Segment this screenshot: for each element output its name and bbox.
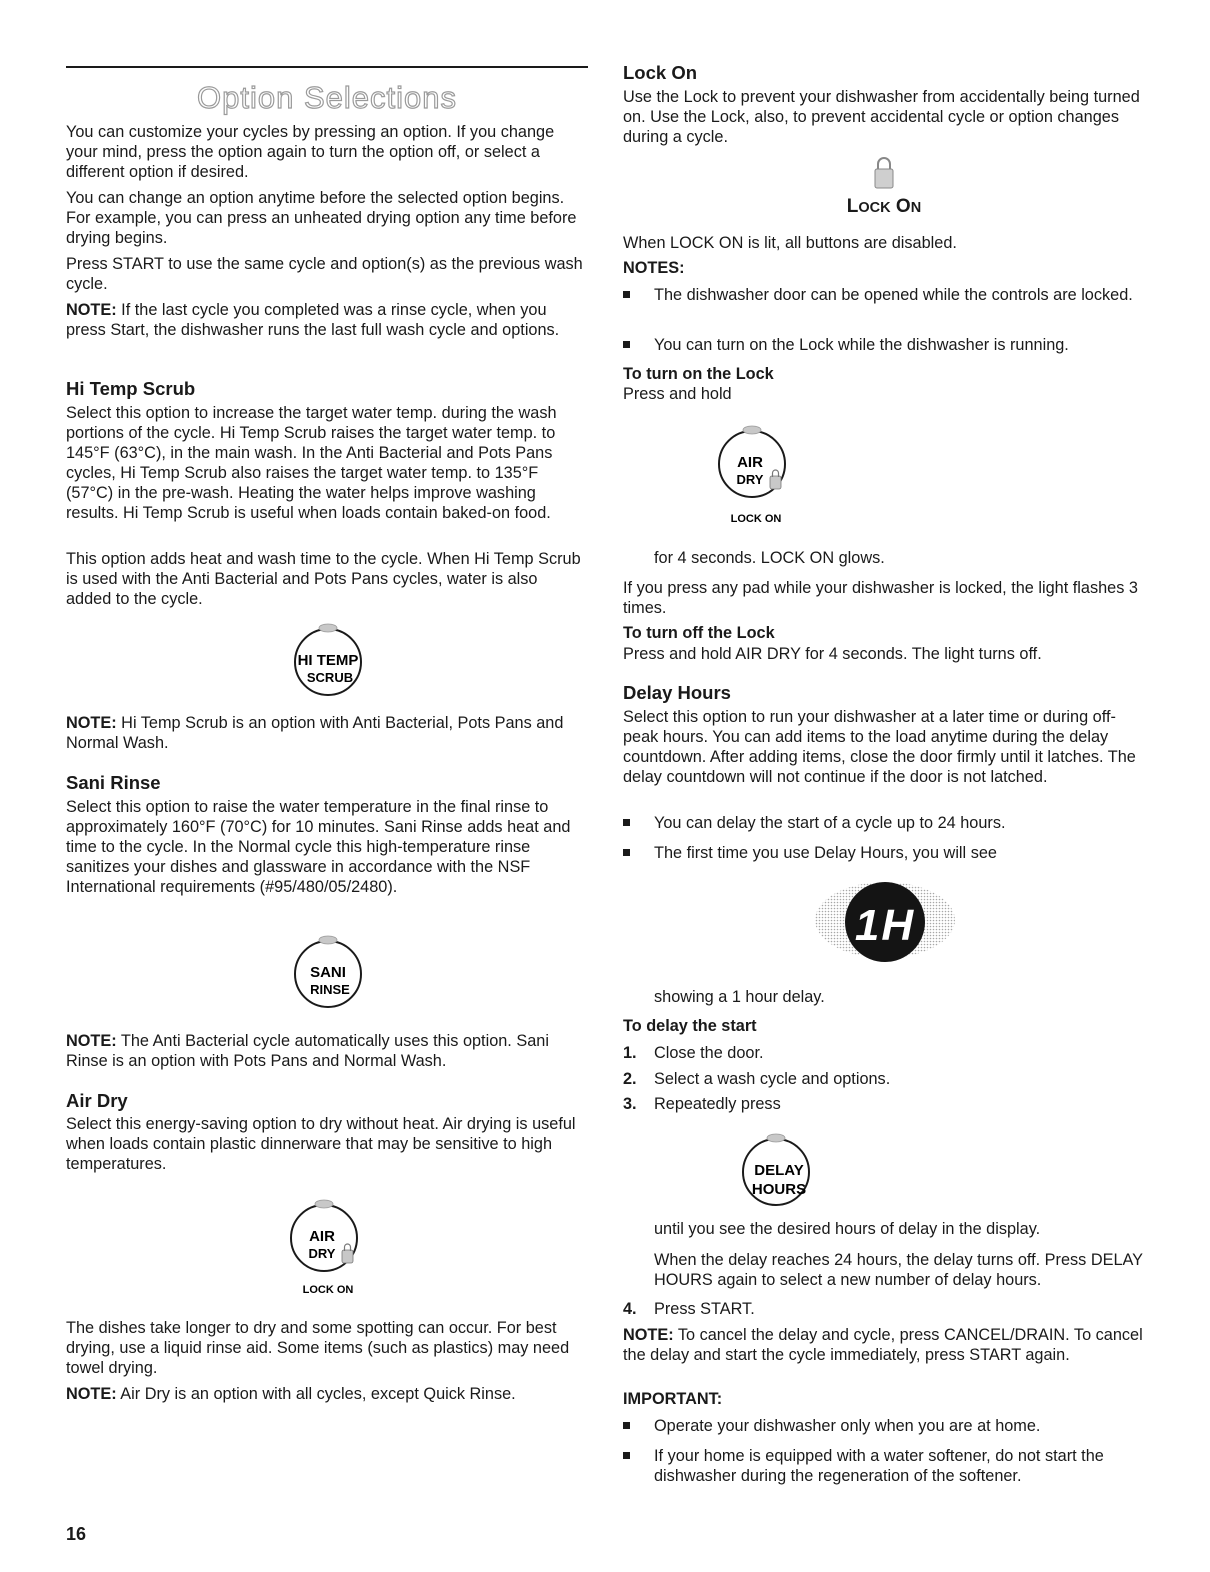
button-line-1: DELAY: [754, 1162, 804, 1179]
hi-temp-note: [66, 713, 586, 753]
bullet-icon: [623, 291, 630, 298]
bullet-icon: [623, 849, 630, 856]
button-line-2: DRY: [308, 1246, 336, 1261]
indicator-light-icon: [319, 936, 337, 944]
button-caption: LOCK ON: [730, 513, 782, 525]
lock-on-heading: Lock On: [623, 62, 698, 83]
indicator-light-icon: [767, 1134, 785, 1142]
button-line-2: DRY: [736, 472, 764, 487]
note-text: Air Dry is an option with all cycles, except Quick Rinse.: [116, 1385, 516, 1403]
button-caption: LOCK ON: [302, 1284, 354, 1296]
to-delay-start-heading: To delay the start: [623, 1017, 757, 1035]
lock-icon: [342, 1250, 353, 1263]
note-text: If the last cycle you completed was a rinse cycle, when you press Start, the dishwasher runs the last full wash cycle and options.: [66, 301, 560, 339]
step-number: 3.: [623, 1095, 637, 1113]
delay-hours-heading: Delay Hours: [623, 682, 731, 703]
title-rule: [66, 66, 588, 68]
step-text: Repeatedly press: [654, 1095, 781, 1113]
important-label: IMPORTANT:: [623, 1390, 723, 1408]
bullet-icon: [623, 819, 630, 826]
bullet-text: You can delay the start of a cycle up to 24 hours.: [654, 814, 1006, 832]
label-part: O: [890, 196, 911, 217]
sani-rinse-heading: Sani Rinse: [66, 772, 161, 793]
button-line-2: RINSE: [310, 982, 350, 997]
intro-note: [66, 300, 586, 340]
air-dry-heading: Air Dry: [66, 1090, 128, 1111]
bullet-text: Operate your dishwasher only when you are at home.: [654, 1417, 1041, 1435]
intro-paragraph-3: Press START to use the same cycle and option(s) as the previous wash cycle.: [66, 255, 583, 293]
lock-on-after-button: for 4 seconds. LOCK ON glows.: [654, 549, 885, 567]
note-text: To cancel the delay and cycle, press CANCEL/DRAIN. To cancel the delay and start the cycle immediately, press START again.: [623, 1326, 1143, 1364]
sani-rinse-button: [280, 930, 376, 1015]
note-label: NOTE:: [66, 301, 117, 319]
sani-rinse-note: [66, 1031, 586, 1071]
page-number: 16: [66, 1524, 87, 1544]
hi-temp-paragraph-1: Select this option to increase the target water temp. during the wash portions of the cycle. Hi Temp Scrub raises the target water temp. to 145°F (63°C), in the main wash. In the Anti Bacterial and Pots Pans cycles, Hi Temp Scrub also raises the target water temp. to 135°F (57°C) in the pre-wash. Heating the water helps improve washing results. Hi Temp Scrub is useful when loads contain baked-on food.: [66, 404, 557, 522]
note-label: NOTE:: [623, 1326, 674, 1344]
indicator-light-icon: [319, 624, 337, 632]
bullet-icon: [623, 1452, 630, 1459]
button-line-1: HI TEMP: [297, 652, 359, 669]
button-line-1: AIR: [309, 1228, 335, 1245]
turn-on-lock-heading: To turn on the Lock: [623, 365, 774, 383]
step-text: Press START.: [654, 1300, 755, 1318]
step-number: 4.: [623, 1300, 637, 1318]
step-text: Close the door.: [654, 1044, 764, 1062]
lock-icon: [770, 476, 781, 489]
label-part: N: [910, 200, 922, 216]
bullet-text: You can turn on the Lock while the dishwasher is running.: [654, 336, 1069, 354]
lock-on-indicator-label: [623, 196, 1145, 218]
hi-temp-scrub-heading: Hi Temp Scrub: [66, 378, 196, 399]
bullet-text: The dishwasher door can be opened while the controls are locked.: [654, 286, 1133, 304]
air-dry-lock-button: [700, 420, 810, 533]
button-line-1: AIR: [737, 454, 763, 471]
note-text: Hi Temp Scrub is an option with Anti Bacterial, Pots Pans and Normal Wash.: [66, 714, 564, 752]
step-number: 2.: [623, 1070, 637, 1088]
turn-on-lock-text: Press and hold: [623, 385, 732, 403]
after-display-text: showing a 1 hour delay.: [654, 988, 825, 1006]
air-dry-paragraph-2: The dishes take longer to dry and some spotting can occur. For best drying, use a liquid rinse aid. Some items (such as plastics) may need towel drying.: [66, 1319, 570, 1377]
air-dry-note: [66, 1384, 586, 1404]
bullet-icon: [623, 341, 630, 348]
indicator-light-icon: [743, 426, 761, 434]
note-label: NOTE:: [66, 1385, 117, 1403]
lock-on-paragraph-3: If you press any pad while your dishwasher is locked, the light flashes 3 times.: [623, 579, 1138, 617]
step-text: Select a wash cycle and options.: [654, 1070, 891, 1088]
label-part: L: [846, 196, 859, 217]
intro-paragraph-1: You can customize your cycles by pressing an option. If you change your mind, press the option again to turn the option off, or select a different option if desired.: [66, 123, 555, 181]
delay-hours-paragraph-1: Select this option to run your dishwasher at a later time or during off-peak hours. You can add items to the load anytime during the delay countdown. After adding items, close the door firmly until it latches. The delay countdown will not continue if the door is not latched.: [623, 708, 1136, 786]
lock-on-paragraph-2: When LOCK ON is lit, all buttons are disabled.: [623, 234, 957, 252]
delay-display-icon: [812, 880, 958, 971]
note-text: The Anti Bacterial cycle automatically uses this option. Sani Rinse is an option with Pots Pans and Normal Wash.: [66, 1032, 549, 1070]
button-line-1: SANI: [310, 964, 346, 981]
note-label: NOTE:: [66, 714, 117, 732]
air-dry-paragraph-1: Select this energy-saving option to dry without heat. Air drying is useful when loads contain plastic dinnerware that may be sensitive to high temperatures.: [66, 1115, 576, 1173]
delay-hours-button: [726, 1128, 826, 1213]
lock-indicator-icon: [872, 156, 896, 195]
hi-temp-paragraph-2: This option adds heat and wash time to the cycle. When Hi Temp Scrub is used with the Anti Bacterial and Pots Pans cycles, water is also added to the cycle.: [66, 550, 581, 608]
hi-temp-scrub-button: [280, 618, 376, 703]
display-digits: 1H: [854, 901, 916, 950]
turn-off-lock-heading: To turn off the Lock: [623, 624, 775, 642]
button-line-2: SCRUB: [306, 670, 354, 685]
button-line-2: HOURS: [751, 1181, 807, 1198]
lock-on-paragraph-1: Use the Lock to prevent your dishwasher from accidentally being turned on. Use the Lock, also, to prevent accidental cycle or option changes during a cycle.: [623, 88, 1140, 146]
air-dry-button: [272, 1194, 382, 1303]
after-button-text-2: When the delay reaches 24 hours, the delay turns off. Press DELAY HOURS again to select a new number of delay hours.: [654, 1251, 1143, 1289]
bullet-text: If your home is equipped with a water softener, do not start the dishwasher during the regeneration of the softener.: [654, 1447, 1104, 1485]
after-button-text-1: until you see the desired hours of delay in the display.: [654, 1220, 1041, 1238]
label-part: OCK: [858, 200, 891, 216]
delay-hours-note: [623, 1325, 1145, 1365]
sani-rinse-paragraph: Select this option to raise the water temperature in the final rinse to approximately 160°F (70°C) for 10 minutes. Sani Rinse adds heat and time to the cycle. In the Normal cycle this high-temperature rinse sanitizes your dishes and glassware in accordance with the NSF International requirements (#95/480/05/2480).: [66, 798, 571, 896]
bullet-text: The first time you use Delay Hours, you will see: [654, 844, 997, 862]
note-label: NOTE:: [66, 1032, 117, 1050]
turn-off-lock-text: Press and hold AIR DRY for 4 seconds. The light turns off.: [623, 645, 1042, 663]
step-number: 1.: [623, 1044, 637, 1062]
indicator-light-icon: [315, 1200, 333, 1208]
notes-label: NOTES:: [623, 259, 685, 277]
bullet-icon: [623, 1422, 630, 1429]
page-title: Option Selections: [197, 80, 457, 115]
intro-paragraph-2: You can change an option anytime before the selected option begins. For example, you can press an unheated drying option any time before drying begins.: [66, 189, 577, 247]
